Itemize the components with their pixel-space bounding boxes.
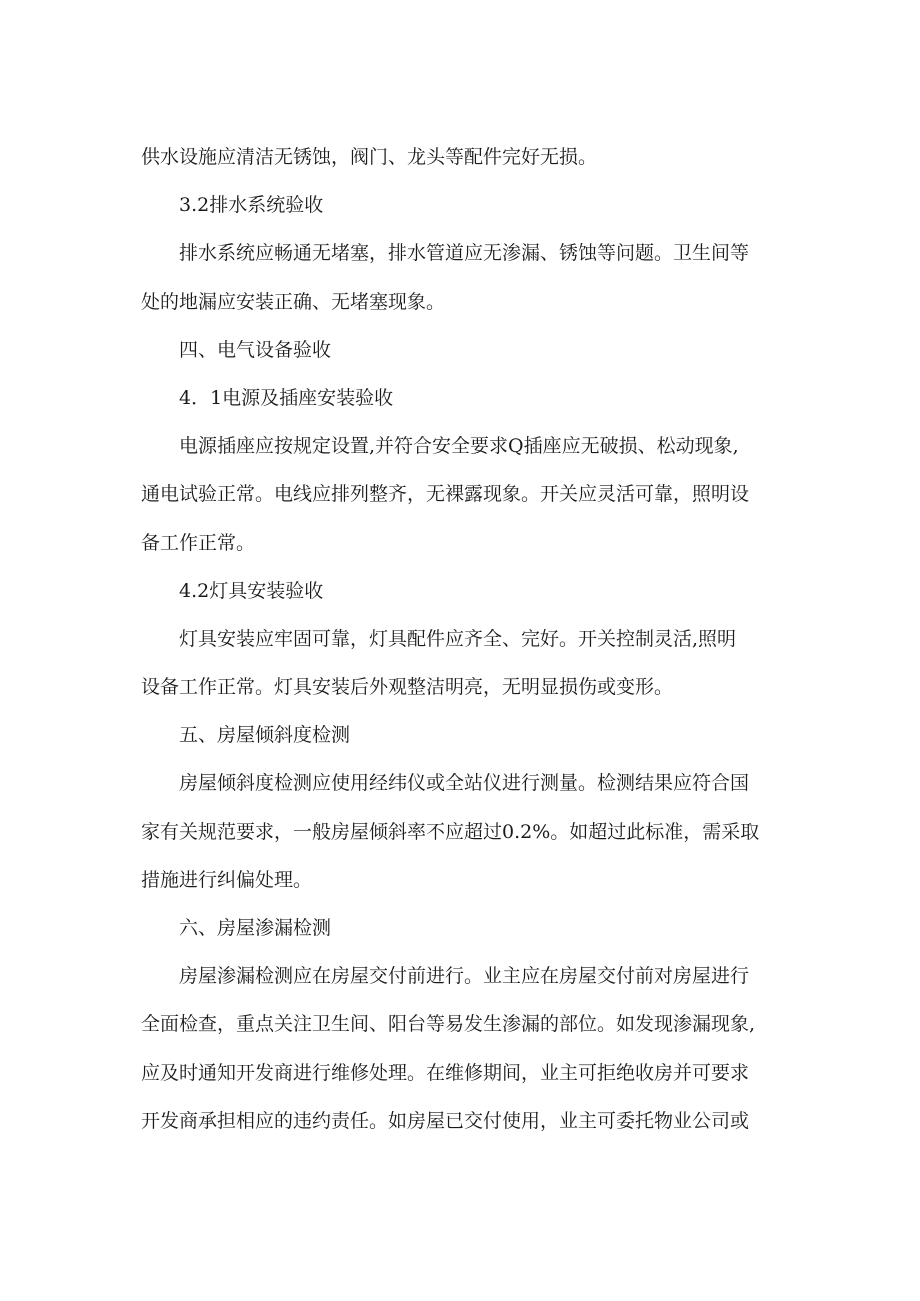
paragraph-line: 处的地漏应安装正确、无堵塞现象。 bbox=[141, 290, 446, 313]
subsection-heading: 4.2灯具安装验收 bbox=[179, 579, 324, 602]
document-body bbox=[141, 133, 781, 1145]
paragraph-line: 全面检查，重点关注卫生间、阳台等易发生渗漏的部位。如发现渗漏现象, bbox=[141, 1013, 756, 1036]
paragraph-line: 房屋渗漏检测应在房屋交付前进行。业主应在房屋交付前对房屋进行 bbox=[179, 965, 750, 988]
section-heading: 六、房屋渗漏检测 bbox=[179, 917, 332, 939]
section-heading: 3.2排水系统验收 bbox=[179, 194, 324, 217]
paragraph-line: 排水系统应畅通无堵塞，排水管道应无渗漏、锈蚀等问题。卫生间等 bbox=[179, 242, 750, 265]
subsection-heading: 4．1电源及插座安装验收 bbox=[179, 386, 394, 409]
paragraph-line: 通电试验正常。电线应排列整齐，无裸露现象。开关应灵活可靠，照明设 bbox=[141, 483, 750, 506]
paragraph-line: 房屋倾斜度检测应使用经纬仪或全站仪进行测量。检测结果应符合国 bbox=[179, 772, 750, 795]
paragraph-line: 电源插座应按规定设置,并符合安全要求Q插座应无破损、松动现象, bbox=[179, 435, 739, 458]
paragraph-line: 家有关规范要求，一般房屋倾斜率不应超过0.2%。如超过此标准，需采取 bbox=[141, 820, 760, 843]
paragraph-line: 开发商承担相应的违约责任。如房屋已交付使用，业主可委托物业公司或 bbox=[141, 1109, 750, 1132]
paragraph-line: 应及时通知开发商进行维修处理。在维修期间，业主可拒绝收房并可要求 bbox=[141, 1061, 750, 1084]
paragraph-line: 备工作正常。 bbox=[141, 531, 256, 554]
section-heading: 四、电气设备验收 bbox=[179, 338, 332, 361]
paragraph-line: 供水设施应清洁无锈蚀，阀门、龙头等配件完好无损。 bbox=[141, 146, 598, 168]
paragraph-line: 措施进行纠偏处理。 bbox=[141, 868, 313, 891]
section-heading: 五、房屋倾斜度检测 bbox=[179, 724, 351, 747]
paragraph-line: 灯具安装应牢固可靠，灯具配件应齐全、完好。开关控制灵活,照明 bbox=[179, 627, 737, 650]
paragraph-line: 设备工作正常。灯具安装后外观整洁明亮，无明显损伤或变形。 bbox=[141, 676, 674, 699]
